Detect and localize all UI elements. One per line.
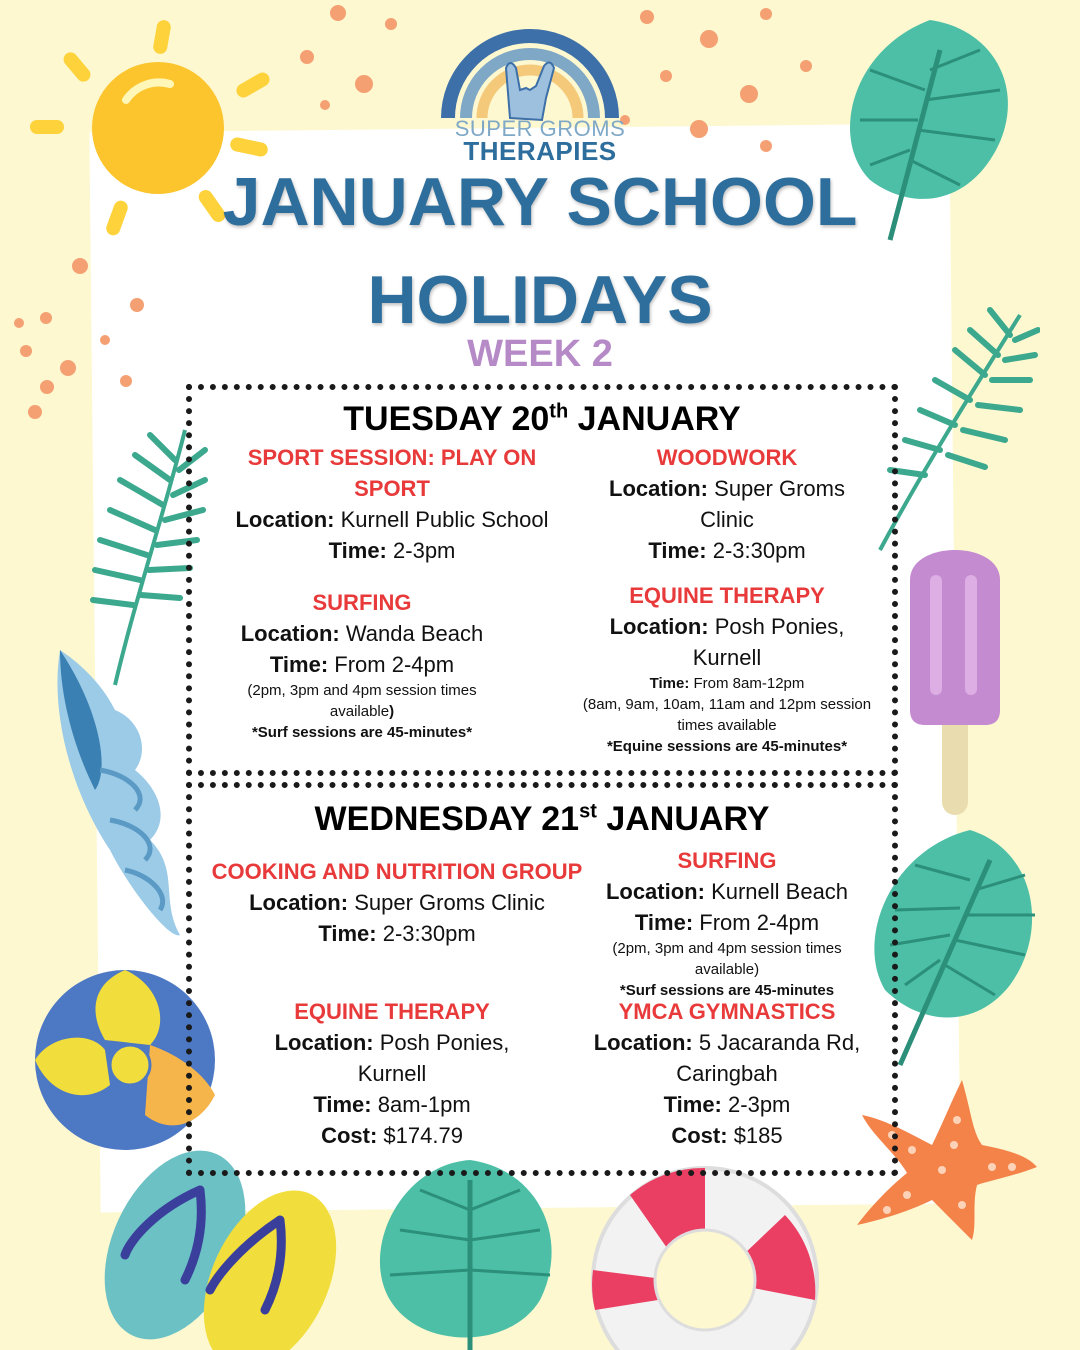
tuesday-schedule-box: [186, 384, 898, 776]
popsicle-icon: [900, 530, 1010, 820]
cooking-nutrition-block: COOKING AND NUTRITION GROUP Location: Super Groms Clinic Time: 2-3:30pm: [200, 856, 594, 949]
page-title-line1: JANUARY SCHOOL: [222, 164, 858, 240]
wed-surfing-duration-note: *Surf sessions are 45-minutes: [619, 982, 835, 999]
logo-text-therapies: THERAPIES: [463, 136, 617, 166]
surfing-heading: SURFING: [312, 590, 412, 615]
surfing-location: Wanda Beach: [345, 621, 484, 646]
wed-surfing-location: Kurnell Beach: [711, 879, 849, 904]
logo-text-super-groms: SUPER GROMS: [454, 116, 626, 141]
wed-equine-cost: $174.79: [383, 1123, 463, 1148]
life-ring-icon: [585, 1160, 825, 1350]
woodwork-heading: WOODWORK: [656, 445, 798, 470]
wednesday-schedule-box: [186, 782, 898, 1176]
surfing-session-note: (2pm, 3pm and 4pm session times available): [247, 682, 477, 720]
week-subtitle: WEEK 2: [467, 333, 613, 375]
cooking-location: Super Groms Clinic: [354, 890, 545, 915]
equine-duration-note: *Equine sessions are 45-minutes*: [606, 738, 848, 755]
equine-heading: EQUINE THERAPY: [629, 583, 825, 608]
wed-equine-heading: EQUINE THERAPY: [294, 999, 490, 1024]
seashell-icon: [40, 650, 190, 950]
sport-session-heading: SPORT SESSION: PLAY ON SPORT: [247, 445, 537, 501]
equine-therapy-block: EQUINE THERAPY Location: Posh Ponies, Kurnell Time: From 8am-12pm (8am, 9am, 10am, 11am and 12pm session times available *Equine sessions are 45-minutes*: [562, 580, 892, 757]
sport-session-block: SPORT SESSION: PLAY ON SPORT Location: Kurnell Public School Time: 2-3pm: [222, 442, 562, 566]
woodwork-time: 2-3:30pm: [712, 538, 806, 563]
wed-equine-block: EQUINE THERAPY Location: Posh Ponies, Kurnell Time: 8am-1pm Cost: $174.79: [252, 996, 532, 1151]
equine-location: Posh Ponies, Kurnell: [692, 614, 845, 670]
cooking-heading: COOKING AND NUTRITION GROUP: [211, 859, 583, 884]
page-title-line2: HOLIDAYS: [367, 262, 713, 338]
sport-location: Kurnell Public School: [340, 507, 549, 532]
sport-time: 2-3pm: [393, 538, 456, 563]
ymca-location: 5 Jacaranda Rd, Caringbah: [676, 1030, 861, 1086]
ymca-gymnastics-block: YMCA GYMNASTICS Location: 5 Jacaranda Rd, Caringbah Time: 2-3pm Cost: $185: [577, 996, 877, 1151]
wed-surfing-block: SURFING Location: Kurnell Beach Time: From 2-4pm (2pm, 3pm and 4pm session times available) *Surf sessions are 45-minutes: [587, 845, 867, 1001]
wednesday-heading: WEDNESDAY 21st JANUARY: [314, 800, 770, 838]
cooking-time: 2-3:30pm: [382, 921, 476, 946]
ymca-time: 2-3pm: [728, 1092, 791, 1117]
ymca-heading: YMCA GYMNASTICS: [618, 999, 836, 1024]
surfing-time: From 2-4pm: [334, 652, 455, 677]
wed-surfing-session-note: (2pm, 3pm and 4pm session times available): [612, 940, 842, 978]
tuesday-heading: TUESDAY 20th JANUARY: [343, 400, 741, 438]
wed-surfing-heading: SURFING: [677, 848, 777, 873]
flip-flops-icon: [85, 1150, 345, 1350]
woodwork-block: WOODWORK Location: Super Groms Clinic Time: 2-3:30pm: [587, 442, 867, 566]
wed-surfing-time: From 2-4pm: [699, 910, 820, 935]
ymca-cost: $185: [733, 1123, 783, 1148]
monstera-leaf-icon: [360, 1150, 580, 1350]
wed-equine-location: Posh Ponies, Kurnell: [357, 1030, 510, 1086]
wed-equine-time: 8am-1pm: [377, 1092, 471, 1117]
surfing-block: SURFING Location: Wanda Beach Time: From 2-4pm (2pm, 3pm and 4pm session times available) *Surf sessions are 45-minutes*: [222, 587, 502, 743]
equine-session-note: (8am, 9am, 10am, 11am and 12pm session times available: [582, 696, 872, 734]
surfing-duration-note: *Surf sessions are 45-minutes*: [251, 724, 473, 741]
equine-time: From 8am-12pm: [693, 675, 805, 692]
woodwork-location: Super Groms Clinic: [700, 476, 845, 532]
